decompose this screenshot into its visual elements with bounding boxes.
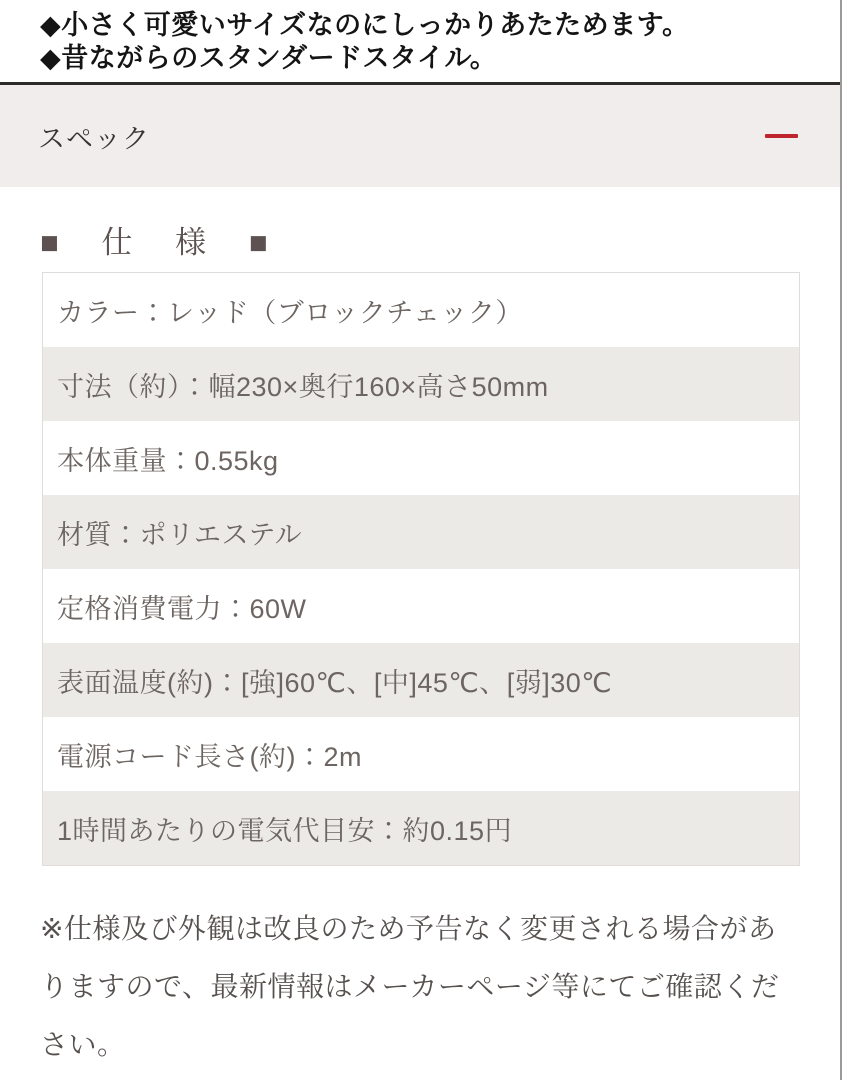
spec-row: 表面温度(約)：[強]60℃、[中]45℃、[弱]30℃ <box>43 643 799 717</box>
spec-accordion-header[interactable] <box>0 82 840 187</box>
spec-row: 定格消費電力：60W <box>43 569 799 643</box>
spec-section <box>0 187 840 1074</box>
spec-row: 電源コード長さ(約)：2m <box>43 717 799 791</box>
minus-icon[interactable] <box>765 134 798 138</box>
accordion-title: スペック <box>38 123 150 154</box>
spec-row: 材質：ポリエステル <box>43 495 799 569</box>
spec-table <box>42 272 800 866</box>
intro-section <box>0 0 840 75</box>
spec-row: 寸法（約）：幅230×奥行160×高さ50mm <box>43 347 799 421</box>
spec-heading: ■ 仕 様 ■ <box>40 225 285 260</box>
spec-row: 1時間あたりの電気代目安：約0.15円 <box>43 791 799 865</box>
spec-note: ※仕様及び外観は改良のため予告なく変更される場合がありますので、最新情報はメーカーページ等にてご確認ください。 <box>40 913 780 1060</box>
intro-bullet: ◆小さく可愛いサイズなのにしっかりあたためます。 <box>40 10 690 40</box>
intro-bullet: ◆昔ながらのスタンダードスタイル。 <box>40 43 498 73</box>
spec-row: 本体重量：0.55kg <box>43 421 799 495</box>
spec-row: カラー：レッド（ブロックチェック） <box>43 273 799 347</box>
